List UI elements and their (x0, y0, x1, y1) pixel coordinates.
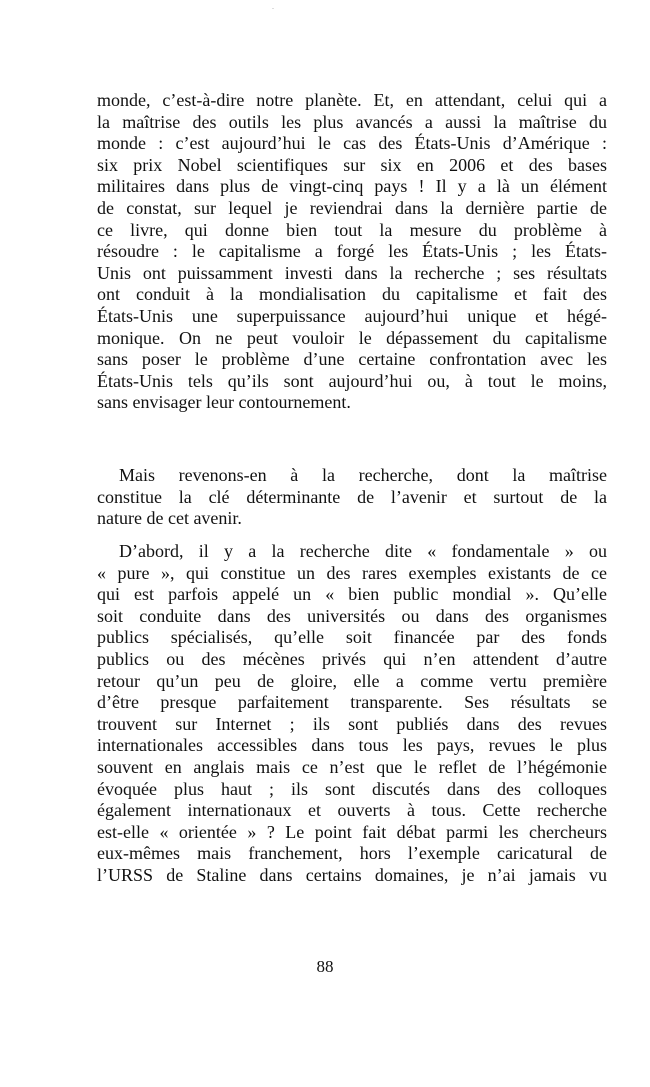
text-line: États-Unis tels qu’ils sont aujourd’hui ou, à tout le moins, (97, 370, 607, 391)
text-line: qui est parfois appelé un « bien public mondial ». Qu’elle (97, 584, 607, 605)
text-line: D’abord, il y a la recherche dite « fondamentale » ou (119, 541, 607, 561)
text-line: évoquée plus haut ; ils sont discutés dans des colloques (97, 778, 607, 799)
text-line: publics ou des mécènes privés qui n’en attendent d’autre (97, 648, 607, 669)
text-line: d’être presque parfaitement transparente. Ses résultats se (97, 692, 607, 713)
text-line: souvent en anglais mais ce n’est que le reflet de l’hégémonie (97, 756, 607, 777)
text-line: ce livre, qui donne bien tout la mesure du problème à (97, 219, 607, 240)
text-line: également internationaux et ouverts à tous. Cette recherche (97, 800, 607, 821)
text-line: monde, c’est-à-dire notre planète. Et, en attendant, celui qui a (97, 90, 607, 110)
text-line: internationales accessibles dans tous les pays, revues le plus (97, 735, 607, 756)
text-line: États-Unis une superpuissance aujourd’hui unique et hégé- (97, 305, 607, 326)
text-line: retour qu’un peu de gloire, elle a comme vertu première (97, 670, 607, 691)
text-line: constitue la clé déterminante de l’avenir et surtout de la (97, 486, 607, 507)
text-line: monde : c’est aujourd’hui le cas des États-Unis d’Amérique : (97, 133, 607, 154)
text-line: résoudre : le capitalisme a forgé les États-Unis ; les États- (97, 241, 607, 262)
text-line: trouvent sur Internet ; ils sont publiés dans des revues (97, 713, 607, 734)
page-number: 88 (316, 957, 334, 976)
text-line: eux-mêmes mais franchement, hors l’exemple caricatural de (97, 843, 607, 864)
text-line: Mais revenons-en à la recherche, dont la maîtrise (119, 465, 607, 485)
text-line: monique. On ne peut vouloir le dépassement du capitalisme (97, 327, 607, 348)
text-line: l’URSS de Staline dans certains domaines, je n’ai jamais vu (97, 864, 607, 885)
text-line: Unis ont puissamment investi dans la recherche ; ses résultats (97, 262, 607, 283)
text-line: est-elle « orientée » ? Le point fait débat parmi les chercheurs (97, 821, 607, 842)
text-line: la maîtrise des outils les plus avancés a aussi la maîtrise du (97, 111, 607, 132)
scan-mark (272, 8, 274, 9)
text-line: soit conduite dans des universités ou dans des organismes (97, 605, 607, 626)
paragraph-2 (97, 465, 607, 530)
text-line: six prix Nobel scientifiques sur six en 2006 et des bases (97, 154, 607, 175)
paragraph-1 (97, 90, 607, 414)
text-line: militaires dans plus de vingt-cinq pays ! Il y a là un élément (97, 176, 607, 197)
text-line: de constat, sur lequel je reviendrai dans la dernière partie de (97, 197, 607, 218)
text-line: publics spécialisés, qu’elle soit financée par des fonds (97, 627, 607, 648)
text-line: « pure », qui constitue un des rares exemples existants de ce (97, 562, 607, 583)
text-line: nature de cet avenir. (97, 508, 242, 529)
paragraph-3 (97, 541, 607, 887)
text-line: ont conduit à la mondialisation du capitalisme et fait des (97, 284, 607, 305)
text-line: sans poser le problème d’une certaine confrontation avec les (97, 349, 607, 370)
text-line: sans envisager leur contournement. (97, 392, 351, 413)
